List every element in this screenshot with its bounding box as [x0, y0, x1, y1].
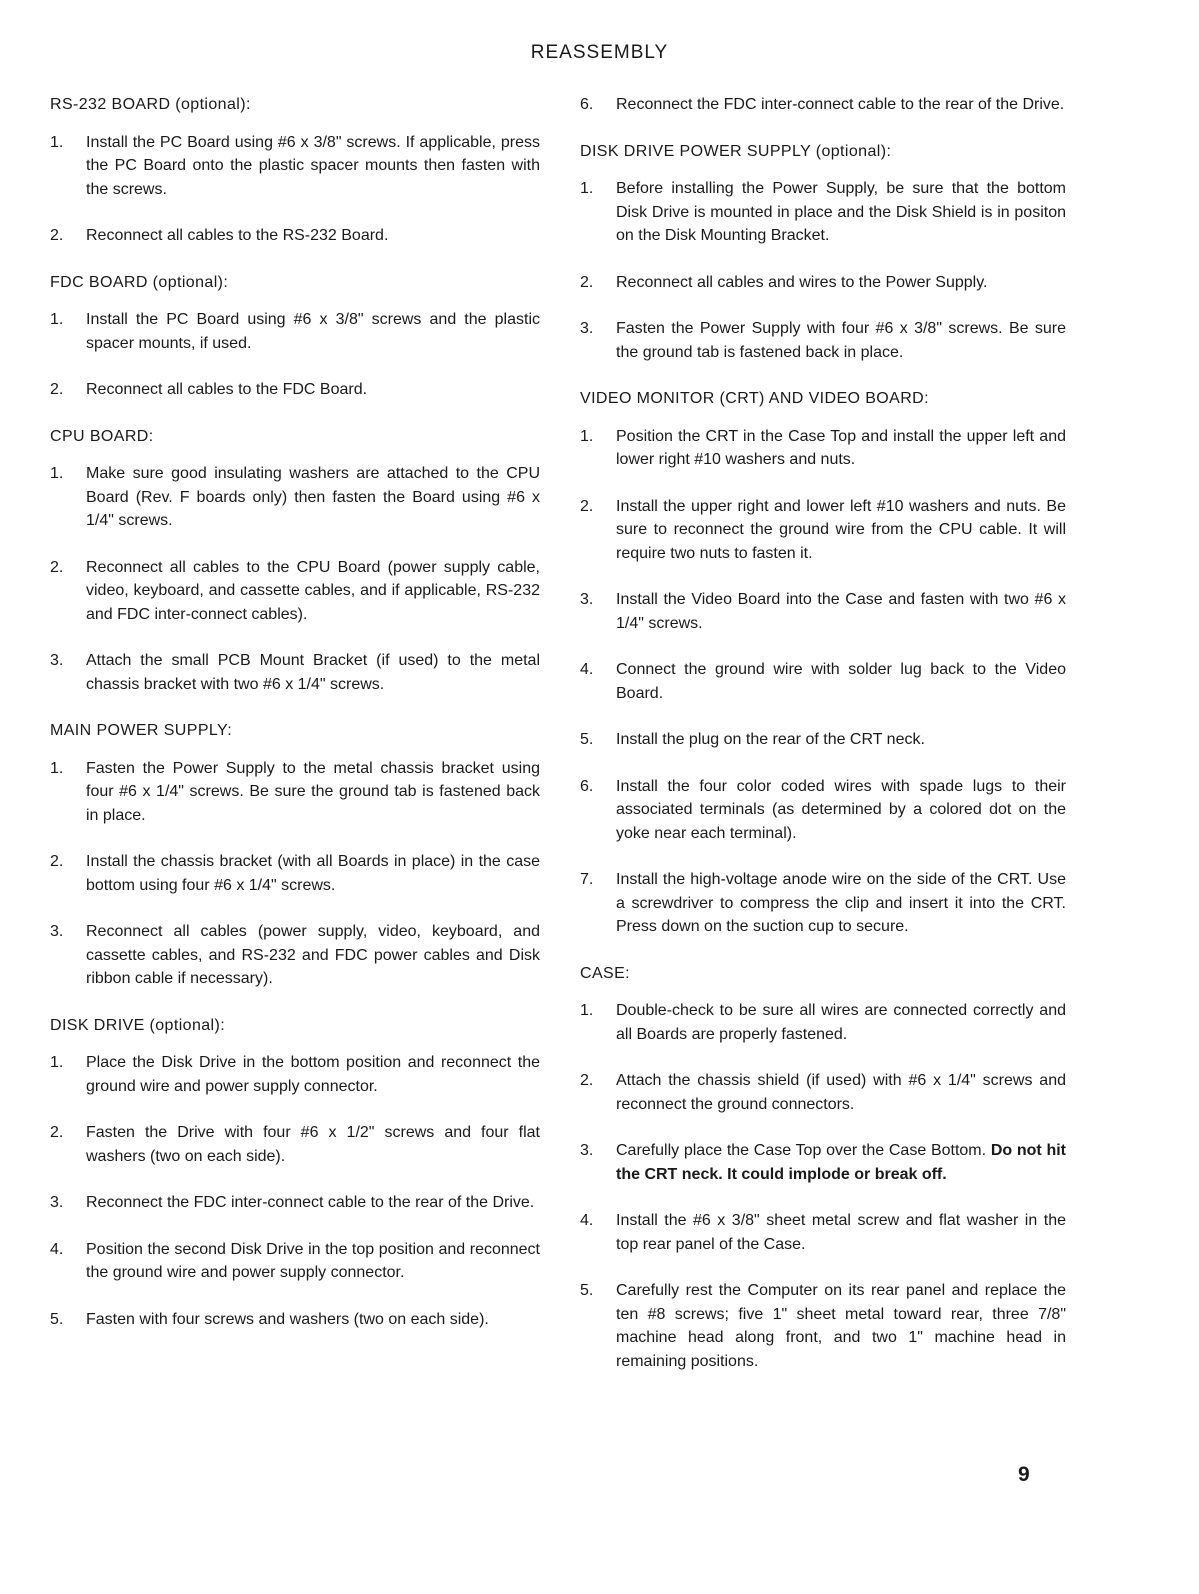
- section-case: [580, 962, 1066, 1374]
- step-item: [50, 1051, 540, 1098]
- step-text-block: [86, 1051, 540, 1098]
- step-item: [580, 177, 1066, 248]
- step-item: [50, 462, 540, 533]
- step-text-block: [616, 495, 1066, 566]
- step-item: [580, 728, 1066, 752]
- step-text: Fasten the Drive with four #6 x 1/2" screws and four flat washers (two on each side).: [86, 1124, 540, 1165]
- section-heading: [580, 962, 1066, 986]
- page-title: REASSEMBLY: [530, 42, 669, 63]
- step-item: [50, 1238, 540, 1285]
- section-title: FDC BOARD: [50, 273, 148, 291]
- section-heading: [50, 425, 540, 449]
- step-text-block: [616, 317, 1066, 364]
- step-text: Install the PC Board using #6 x 3/8" screws. If applicable, press the PC Board onto the plastic spacer mounts then fasten with the screws.: [86, 133, 540, 198]
- step-number: 3.: [580, 320, 594, 337]
- step-number: 2.: [50, 381, 64, 398]
- step-text-block: [616, 999, 1066, 1046]
- step-item: [50, 1121, 540, 1168]
- step-number: 1.: [580, 427, 594, 445]
- step-text: Connect the ground wire with solder lug back to the Video Board.: [616, 661, 1066, 702]
- section-cpu-board: [50, 425, 540, 697]
- step-text: Fasten the Power Supply with four #6 x 3/8" screws. Be sure the ground tab is fastened back in place.: [616, 320, 1066, 361]
- step-text: Before installing the Power Supply, be sure that the bottom Disk Drive is mounted in place and the Disk Shield is in positon on the Disk Mounting Bracket.: [616, 180, 1066, 244]
- step-text: Install the chassis bracket (with all Boards in place) in the case bottom using four #6 x 1/4" screws.: [86, 853, 540, 894]
- step-item: [580, 1139, 1066, 1186]
- step-text-block: [86, 1121, 540, 1168]
- step-text-block: [616, 588, 1066, 635]
- section-qualifier: (optional):: [170, 96, 251, 113]
- step-number: 1.: [580, 1002, 594, 1019]
- step-item: [580, 271, 1066, 295]
- step-text-block: [616, 425, 1066, 472]
- step-item: [580, 317, 1066, 364]
- step-text-block: [86, 757, 540, 828]
- page-number: 9: [1018, 1463, 1030, 1486]
- step-number: 1.: [50, 1054, 64, 1071]
- section-disk-drive: [50, 1014, 540, 1332]
- step-text: Attach the small PCB Mount Bracket (if used) to the metal chassis bracket with two #6 x 1/4" screws.: [86, 652, 540, 693]
- step-item: [580, 1209, 1066, 1256]
- step-item: [50, 850, 540, 897]
- step-text-block: [86, 920, 540, 991]
- step-number: 1.: [50, 759, 64, 777]
- section-title: VIDEO MONITOR (CRT) AND VIDEO BOARD:: [580, 390, 929, 407]
- step-text-block: [86, 224, 540, 248]
- step-item: [580, 999, 1066, 1046]
- step-text-block: [86, 1238, 540, 1285]
- section-continued: [580, 93, 1066, 117]
- step-number: 3.: [50, 652, 64, 669]
- step-text: Install the four color coded wires with spade lugs to their associated terminals (as determined by a colored dot on the yoke near each terminal).: [616, 777, 1066, 842]
- section-heading: [50, 271, 540, 295]
- step-text-block: [616, 775, 1066, 846]
- step-text: Reconnect all cables to the CPU Board (power supply cable, video, keyboard, and cassette cables, and if applicable, RS-232 and FDC inter-connect cables).: [86, 558, 540, 623]
- step-text-block: [616, 1279, 1066, 1373]
- step-text-block: [86, 649, 540, 696]
- step-number: 5.: [580, 731, 594, 748]
- step-number: 2.: [50, 227, 64, 244]
- step-text-block: [616, 1139, 1066, 1186]
- section-qualifier: (optional):: [144, 1016, 226, 1034]
- step-number: 5.: [50, 1310, 64, 1328]
- section-video-monitor-crt-and-video-board: [580, 387, 1066, 939]
- step-list: [580, 177, 1066, 364]
- step-number: 1.: [50, 311, 64, 328]
- step-text: Fasten the Power Supply to the metal chassis bracket using four #6 x 1/4" screws. Be sure the ground tab is fastened back in place.: [86, 759, 540, 824]
- step-item: [580, 775, 1066, 846]
- step-number: 3.: [580, 591, 594, 608]
- step-number: 6.: [580, 777, 594, 795]
- step-text: Fasten with four screws and washers (two on each side).: [86, 1310, 489, 1328]
- step-text-block: [86, 1191, 540, 1215]
- step-item: [580, 495, 1066, 566]
- step-number: 3.: [580, 1142, 594, 1159]
- section-heading: [50, 1014, 540, 1038]
- step-text-block: [616, 177, 1066, 248]
- step-text-block: [616, 1209, 1066, 1256]
- step-text-block: [86, 131, 540, 202]
- step-number: 2.: [580, 273, 594, 291]
- step-item: [580, 868, 1066, 939]
- step-item: [580, 1069, 1066, 1116]
- section-heading: [50, 719, 540, 743]
- step-number: 2.: [50, 558, 64, 576]
- step-item: [580, 93, 1066, 117]
- section-heading: [580, 140, 1066, 164]
- section-disk-drive-power-supply: [580, 140, 1066, 365]
- step-number: 3.: [50, 923, 64, 940]
- step-number: 7.: [580, 871, 594, 888]
- step-list: [580, 93, 1066, 117]
- step-text-block: [86, 1308, 540, 1332]
- step-text: Double-check to be sure all wires are connected correctly and all Boards are properly fastened.: [616, 1002, 1066, 1043]
- section-title: DISK DRIVE POWER SUPPLY: [580, 142, 811, 160]
- step-item: [580, 1279, 1066, 1373]
- step-text-block: [616, 868, 1066, 939]
- step-item: [50, 224, 540, 248]
- step-item: [50, 378, 540, 402]
- step-text: Install the upper right and lower left #10 washers and nuts. Be sure to reconnect the ground wire from the CPU cable. It will require two nuts to fasten it.: [616, 497, 1066, 562]
- step-item: [580, 658, 1066, 705]
- step-number: 1.: [580, 180, 594, 197]
- step-item: [50, 649, 540, 696]
- step-item: [50, 308, 540, 355]
- step-text: Reconnect all cables (power supply, video, keyboard, and cassette cables, and RS-232 and FDC power cables and Disk ribbon cable if necessary).: [86, 923, 540, 987]
- step-text: Reconnect all cables to the FDC Board.: [86, 381, 368, 398]
- step-text: Install the high-voltage anode wire on the side of the CRT. Use a screwdriver to compress the clip and insert it into the CRT. Press down on the suction cup to secure.: [616, 871, 1066, 935]
- right-column: [580, 93, 1066, 1396]
- step-text-block: [616, 93, 1066, 117]
- left-column: [50, 93, 540, 1354]
- step-text: Attach the chassis shield (if used) with #6 x 1/4" screws and reconnect the ground connectors.: [616, 1072, 1066, 1113]
- step-number: 4.: [580, 661, 594, 678]
- step-text-block: [616, 1069, 1066, 1116]
- section-rs-232-board: [50, 93, 540, 248]
- step-list: [50, 1051, 540, 1331]
- section-heading: [50, 93, 540, 117]
- section-main-power-supply: [50, 719, 540, 991]
- step-list: [580, 425, 1066, 939]
- step-number: 1.: [50, 133, 64, 151]
- step-number: 6.: [580, 96, 594, 113]
- step-text: Reconnect all cables and wires to the Power Supply.: [616, 273, 988, 291]
- section-title: MAIN POWER SUPPLY:: [50, 722, 233, 739]
- step-number: 3.: [50, 1194, 64, 1211]
- step-text: Carefully rest the Computer on its rear panel and replace the ten #8 screws; five 1" sheet metal toward rear, three 7/8" machine head along front, and two 1" machine head in remaining positions.: [616, 1282, 1066, 1370]
- step-text: Reconnect all cables to the RS-232 Board.: [86, 227, 389, 244]
- step-number: 4.: [580, 1212, 594, 1229]
- step-item: [580, 588, 1066, 635]
- section-title: CASE:: [580, 964, 631, 982]
- step-text: Install the PC Board using #6 x 3/8" screws and the plastic spacer mounts, if used.: [86, 311, 540, 352]
- step-text-block: [86, 850, 540, 897]
- step-list: [50, 757, 540, 991]
- step-text: Install the plug on the rear of the CRT neck.: [616, 731, 925, 748]
- warning-text: Do not hit the CRT neck. It could implode or break off.: [616, 1142, 1066, 1183]
- step-list: [50, 308, 540, 402]
- section-fdc-board: [50, 271, 540, 402]
- step-text-block: [86, 378, 540, 402]
- step-text: Position the CRT in the Case Top and install the upper left and lower right #10 washers and nuts.: [616, 427, 1066, 468]
- section-title: DISK DRIVE: [50, 1016, 145, 1034]
- step-number: 4.: [50, 1240, 64, 1258]
- step-number: 2.: [50, 1124, 64, 1141]
- step-number: 5.: [580, 1282, 594, 1299]
- section-heading: [580, 387, 1066, 411]
- step-item: [50, 131, 540, 202]
- step-text: Install the #6 x 3/8" sheet metal screw and flat washer in the top rear panel of the Case.: [616, 1212, 1066, 1253]
- step-number: 1.: [50, 465, 64, 482]
- step-text: Reconnect the FDC inter-connect cable to the rear of the Drive.: [86, 1194, 535, 1211]
- step-list: [580, 999, 1066, 1373]
- step-item: [580, 425, 1066, 472]
- step-text-block: [86, 556, 540, 627]
- step-text-block: [616, 658, 1066, 705]
- section-title: CPU BOARD:: [50, 427, 154, 445]
- step-list: [50, 131, 540, 248]
- step-number: 2.: [580, 1072, 594, 1089]
- step-number: 2.: [50, 853, 64, 870]
- section-qualifier: (optional):: [147, 273, 229, 291]
- step-text-block: [86, 462, 540, 533]
- step-text-block: [616, 271, 1066, 295]
- step-text: Place the Disk Drive in the bottom position and reconnect the ground wire and power supply connector.: [86, 1054, 540, 1095]
- step-item: [50, 757, 540, 828]
- section-qualifier: (optional):: [810, 142, 892, 160]
- step-number: 2.: [580, 497, 594, 515]
- step-text-block: [86, 308, 540, 355]
- step-text: Carefully place the Case Top over the Case Bottom.: [616, 1142, 987, 1159]
- section-title: RS-232 BOARD: [50, 96, 171, 113]
- step-item: [50, 1191, 540, 1215]
- step-item: [50, 556, 540, 627]
- step-item: [50, 920, 540, 991]
- step-text: Make sure good insulating washers are attached to the CPU Board (Rev. F boards only) then fasten the Board using #6 x 1/4" screws.: [86, 465, 540, 529]
- step-text: Position the second Disk Drive in the top position and reconnect the ground wire and power supply connector.: [86, 1240, 540, 1281]
- step-text-block: [616, 728, 1066, 752]
- step-text: Install the Video Board into the Case and fasten with two #6 x 1/4" screws.: [616, 591, 1066, 632]
- step-item: [50, 1308, 540, 1332]
- step-list: [50, 462, 540, 696]
- step-text: Reconnect the FDC inter-connect cable to the rear of the Drive.: [616, 96, 1065, 113]
